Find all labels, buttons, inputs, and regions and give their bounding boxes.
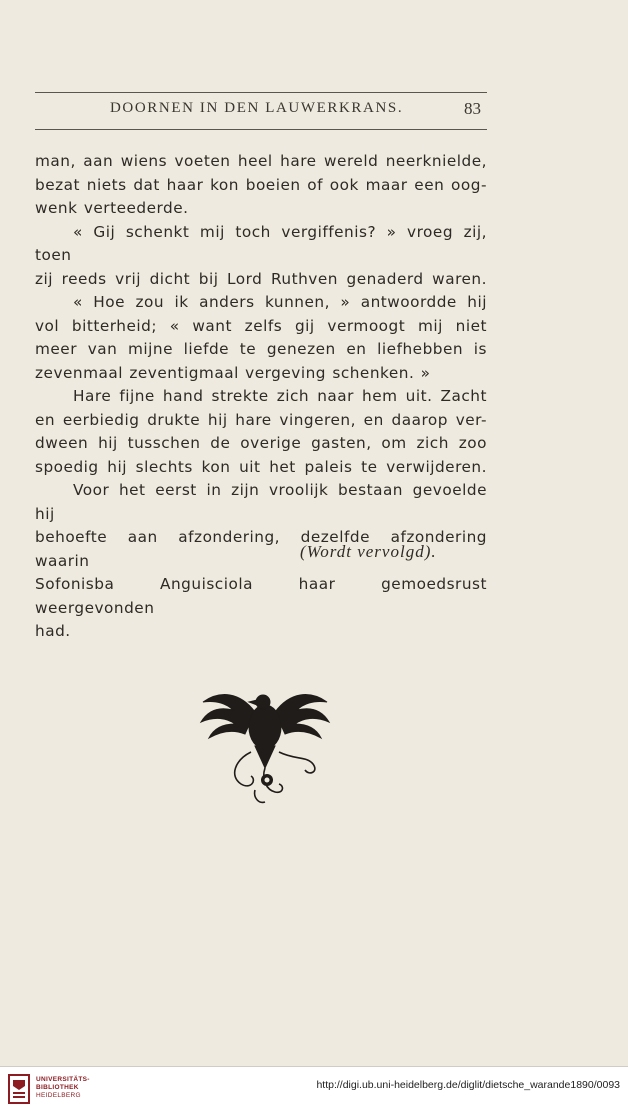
paragraph-line: zevenmaal zeventigmaal vergeving schenken. »	[35, 363, 431, 382]
paragraph-line: dween hij tusschen de overige gasten, om zich zoo	[35, 434, 487, 452]
header-rule-top	[35, 92, 487, 93]
library-name	[36, 1076, 90, 1100]
to-be-continued: (Wordt vervolgd).	[300, 542, 437, 561]
paragraph-line: « Hoe zou ik anders kunnen, » antwoordde hij	[73, 293, 487, 311]
running-head: DOORNEN IN DEN LAUWERKRANS.	[110, 100, 404, 116]
paragraph-line: wenk verteederde.	[35, 199, 189, 217]
source-url[interactable]: http://digi.ub.uni-heidelberg.de/diglit/dietsche_warande1890/0093	[316, 1079, 620, 1091]
paragraph-line: meer van mijne liefde te genezen en liefhebben is	[35, 340, 487, 358]
paragraph-line: Voor het eerst in zijn vroolijk bestaan gevoelde hij	[35, 481, 487, 523]
paragraph-line: Hare fijne hand strekte zich naar hem uit. Zacht	[73, 387, 487, 405]
footer-bar	[0, 1066, 628, 1111]
paragraph-line: had.	[35, 622, 71, 640]
page-number: 83	[464, 99, 481, 118]
body-text	[35, 150, 487, 644]
paragraph-line: bezat niets dat haar kon boeien of ook maar een oog-	[35, 175, 487, 194]
paragraph-line: en eerbiedig drukte hij hare vingeren, en daarop ver-	[35, 410, 487, 429]
paragraph-line: behoefte aan afzondering, dezelfde afzondering waarin	[35, 528, 487, 570]
paragraph-line: « Gij schenkt mij toch vergiffenis? » vroeg zij, toen	[35, 222, 487, 264]
header-rule-bottom	[35, 129, 487, 130]
library-name-line: UNIVERSITÄTS-	[36, 1076, 90, 1083]
paragraph-line: spoedig hij slechts kon uit het paleis te verwijderen.	[35, 457, 487, 476]
eagle-vignette-icon	[195, 672, 335, 812]
heidelberg-library-logo	[8, 1074, 30, 1104]
paragraph-line: vol bitterheid; « want zelfs gij vermoogt mij niet	[35, 316, 487, 335]
paragraph-line: zij reeds vrij dicht bij Lord Ruthven genaderd waren.	[35, 269, 487, 288]
paragraph-line: man, aan wiens voeten heel hare wereld neerknielde,	[35, 152, 487, 170]
library-name-line: HEIDELBERG	[36, 1092, 81, 1099]
library-name-line: BIBLIOTHEK	[36, 1084, 79, 1091]
paragraph-line: Sofonisba Anguisciola haar gemoedsrust weergevonden	[35, 575, 487, 617]
